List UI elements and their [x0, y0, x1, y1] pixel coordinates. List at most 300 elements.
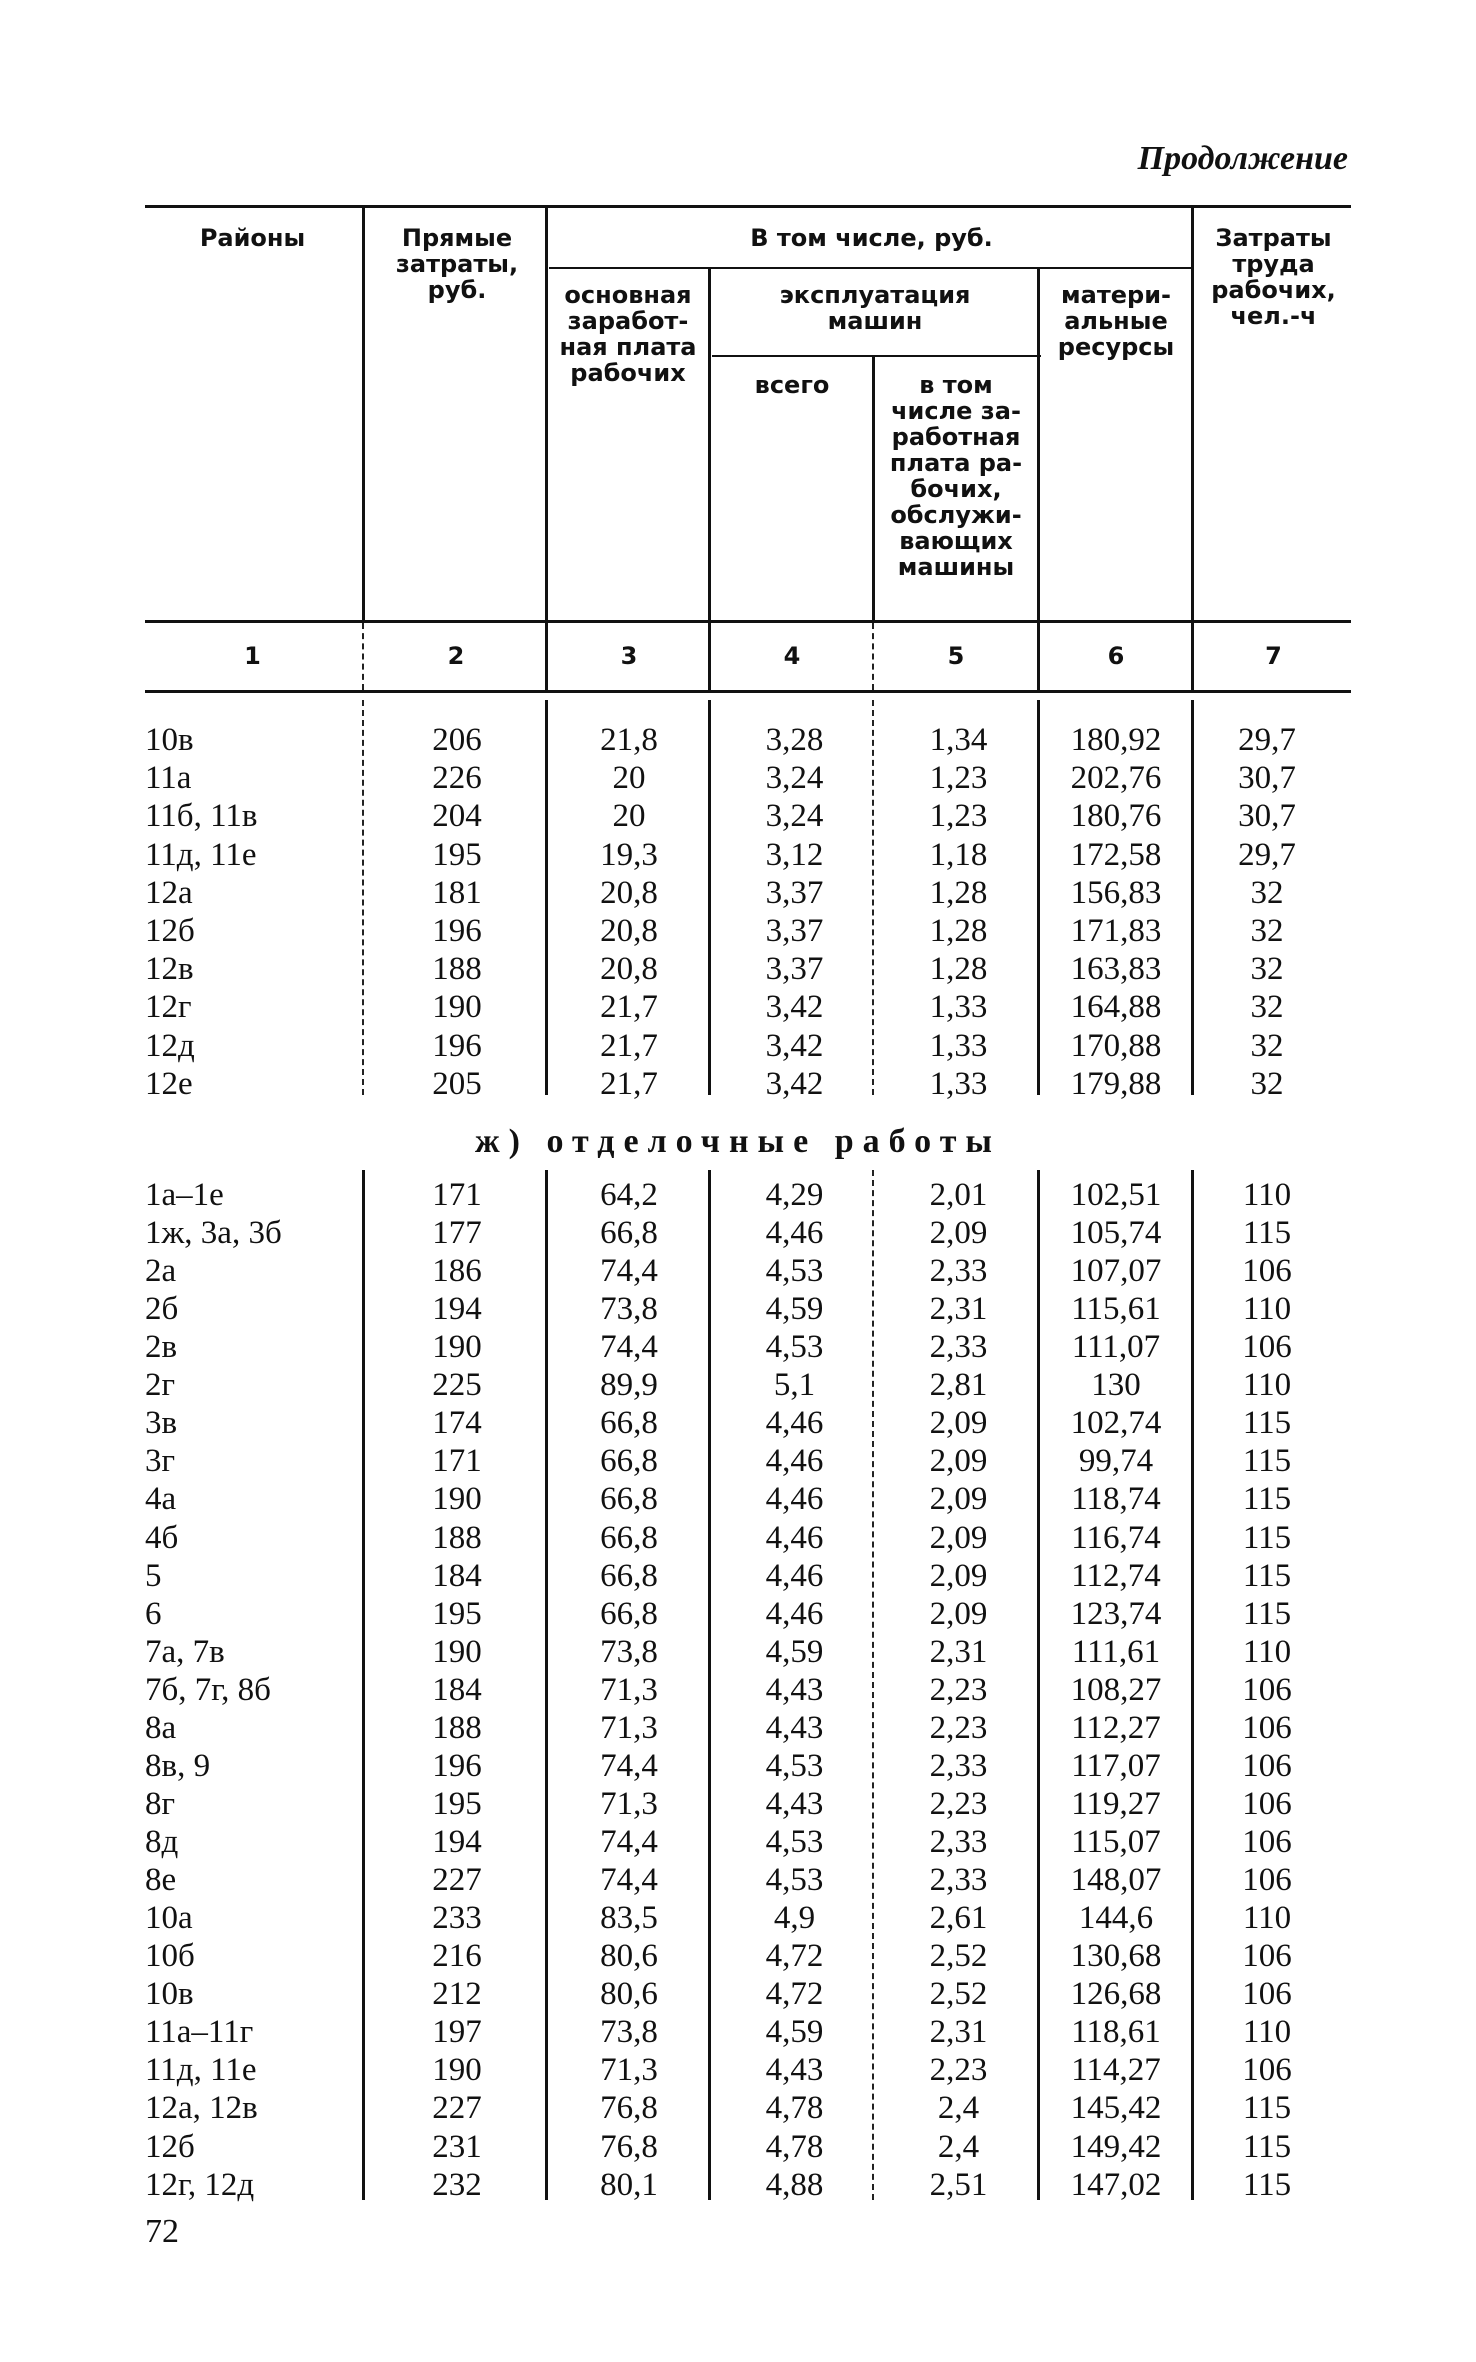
value-cell: 66,8	[600, 1481, 658, 1518]
value-cell: 180,92	[1070, 722, 1162, 758]
value-cell: 115,07	[1071, 1824, 1161, 1861]
value-cell: 106	[1242, 1671, 1292, 1708]
value-cell: 170,88	[1070, 1027, 1162, 1064]
value-cell: 205	[432, 1065, 482, 1102]
value-cell: 4,43	[765, 1671, 824, 1708]
table-row	[0, 1937, 1476, 1975]
value-cell: 29,7	[1238, 836, 1296, 873]
value-cell: 106	[1242, 1824, 1292, 1861]
value-cell: 2,31	[929, 1633, 988, 1670]
value-cell: 76,8	[600, 2090, 658, 2127]
value-cell: 130,68	[1070, 1938, 1162, 1975]
value-cell: 83,5	[600, 1900, 658, 1937]
value-cell: 4,53	[765, 1862, 824, 1899]
value-cell: 32	[1250, 874, 1284, 911]
value-cell: 2,52	[929, 1938, 988, 1975]
table-row	[0, 1633, 1476, 1671]
value-cell: 212	[432, 1976, 482, 2013]
value-cell: 196	[432, 913, 482, 949]
value-cell: 3,37	[765, 951, 824, 988]
group-rule	[549, 267, 1194, 269]
value-cell: 74,4	[600, 1747, 658, 1784]
value-cell: 3,37	[765, 913, 824, 949]
value-cell: 172,58	[1070, 836, 1162, 873]
value-cell: 106	[1242, 1862, 1292, 1899]
value-cell: 2,33	[929, 1824, 988, 1861]
value-cell: 4,43	[765, 2052, 824, 2089]
table-row	[0, 1442, 1476, 1480]
value-cell: 102,74	[1070, 1405, 1162, 1442]
region-cell: 7б, 7г, 8б	[145, 1671, 271, 1708]
value-cell: 181	[432, 874, 482, 911]
value-cell: 4,46	[765, 1215, 824, 1252]
region-cell: 12а	[145, 874, 193, 911]
value-cell: 32	[1250, 951, 1284, 988]
region-cell: 8в, 9	[145, 1747, 211, 1784]
region-cell: 12е	[145, 1065, 193, 1102]
value-cell: 2,09	[929, 1557, 988, 1594]
header-col1: Районы	[199, 224, 306, 252]
value-cell: 115	[1242, 1557, 1292, 1594]
table-row	[0, 1671, 1476, 1709]
value-cell: 4,72	[765, 1938, 824, 1975]
value-cell: 119,27	[1071, 1785, 1161, 1822]
value-cell: 4,59	[765, 1633, 824, 1670]
value-cell: 3,42	[765, 989, 824, 1026]
region-cell: 10а	[145, 1900, 193, 1937]
value-cell: 2,4	[937, 2090, 980, 2127]
value-cell: 71,3	[600, 1709, 658, 1746]
value-cell: 20	[612, 798, 646, 835]
value-cell: 194	[432, 1824, 482, 1861]
value-cell: 30,7	[1238, 760, 1296, 797]
value-cell: 2,23	[929, 2052, 988, 2089]
region-cell: 12б	[145, 913, 195, 949]
value-cell: 225	[432, 1367, 482, 1404]
value-cell: 4,78	[765, 2090, 824, 2127]
value-cell: 20,8	[600, 951, 658, 988]
table-row	[0, 2051, 1476, 2089]
value-cell: 32	[1250, 1027, 1284, 1064]
column-number: 2	[447, 642, 465, 670]
value-cell: 227	[432, 1862, 482, 1899]
value-cell: 149,42	[1070, 2128, 1162, 2165]
value-cell: 226	[432, 760, 482, 797]
value-cell: 19,3	[600, 836, 658, 873]
value-cell: 74,4	[600, 1329, 658, 1366]
column-number: 1	[244, 642, 261, 670]
value-cell: 32	[1250, 913, 1284, 949]
value-cell: 20,8	[600, 874, 658, 911]
value-cell: 66,8	[600, 1215, 658, 1252]
value-cell: 1,28	[929, 913, 988, 949]
table-row	[0, 1975, 1476, 2013]
value-cell: 115	[1242, 1215, 1292, 1252]
table-row	[0, 1747, 1476, 1785]
value-cell: 1,33	[929, 989, 988, 1026]
value-cell: 216	[432, 1938, 482, 1975]
value-cell: 171	[432, 1177, 482, 1213]
value-cell: 32	[1250, 1065, 1284, 1102]
value-cell: 3,28	[765, 722, 824, 758]
table-row	[0, 759, 1476, 797]
value-cell: 147,02	[1070, 2166, 1162, 2203]
value-cell: 115	[1242, 1443, 1292, 1480]
value-cell: 202,76	[1070, 760, 1162, 797]
table-row	[0, 874, 1476, 912]
value-cell: 2,09	[929, 1215, 988, 1252]
region-cell: 10в	[145, 1976, 194, 2013]
region-cell: 12в	[145, 951, 194, 988]
table-row	[0, 2089, 1476, 2127]
value-cell: 2,61	[929, 1900, 988, 1937]
table-row	[0, 1404, 1476, 1442]
value-cell: 106	[1242, 1253, 1292, 1290]
table-row	[0, 1328, 1476, 1366]
table-row	[0, 1823, 1476, 1861]
value-cell: 4,43	[765, 1785, 824, 1822]
value-cell: 2,23	[929, 1785, 988, 1822]
value-cell: 174	[432, 1405, 482, 1442]
value-cell: 74,4	[600, 1253, 658, 1290]
region-cell: 12д	[145, 1027, 195, 1064]
value-cell: 206	[432, 722, 482, 758]
value-cell: 4,72	[765, 1976, 824, 2013]
value-cell: 21,8	[600, 722, 658, 758]
value-cell: 195	[432, 1785, 482, 1822]
value-cell: 110	[1242, 1291, 1292, 1328]
value-cell: 106	[1242, 1709, 1292, 1746]
value-cell: 3,24	[765, 760, 824, 797]
value-cell: 64,2	[600, 1177, 658, 1213]
value-cell: 115	[1242, 1481, 1292, 1518]
value-cell: 107,07	[1070, 1253, 1162, 1290]
value-cell: 2,4	[937, 2128, 980, 2165]
colnum-divider	[362, 623, 364, 690]
value-cell: 4,78	[765, 2128, 824, 2165]
header-col2: Прямые затраты, руб.	[395, 224, 519, 304]
column-number: 3	[620, 642, 638, 670]
table-row	[0, 1480, 1476, 1518]
value-cell: 106	[1242, 1938, 1292, 1975]
table-row	[0, 1595, 1476, 1633]
value-cell: 2,33	[929, 1747, 988, 1784]
value-cell: 4,53	[765, 1329, 824, 1366]
value-cell: 112,74	[1071, 1557, 1161, 1594]
value-cell: 188	[432, 1519, 482, 1556]
table-row	[0, 1709, 1476, 1747]
value-cell: 4,53	[765, 1747, 824, 1784]
value-cell: 80,6	[600, 1976, 658, 2013]
header-col7: Затраты труда рабочих, чел.-ч	[1211, 224, 1336, 330]
value-cell: 232	[432, 2166, 482, 2203]
region-cell: 8г	[145, 1785, 176, 1822]
value-cell: 76,8	[600, 2128, 658, 2165]
value-cell: 114,27	[1071, 2052, 1161, 2089]
value-cell: 1,23	[929, 760, 988, 797]
value-cell: 2,33	[929, 1329, 988, 1366]
colnum-divider	[872, 623, 874, 690]
region-cell: 3в	[145, 1405, 178, 1442]
region-cell: 10в	[145, 722, 194, 758]
column-number: 5	[947, 642, 965, 670]
table-row	[0, 797, 1476, 835]
value-cell: 115	[1242, 2128, 1292, 2165]
header-col4: всего	[754, 371, 830, 399]
value-cell: 110	[1242, 1633, 1292, 1670]
column-number: 4	[783, 642, 801, 670]
value-cell: 66,8	[600, 1519, 658, 1556]
table-row	[0, 2166, 1476, 2204]
value-cell: 2,01	[929, 1177, 988, 1213]
region-cell: 12б	[145, 2128, 195, 2165]
machines-rule	[712, 355, 1041, 357]
value-cell: 195	[432, 836, 482, 873]
colnum-divider	[1191, 623, 1194, 690]
value-cell: 184	[432, 1671, 482, 1708]
table-row	[0, 950, 1476, 988]
region-cell: 8д	[145, 1824, 179, 1861]
value-cell: 4,88	[765, 2166, 824, 2203]
value-cell: 71,3	[600, 1785, 658, 1822]
value-cell: 123,74	[1070, 1595, 1162, 1632]
value-cell: 4,29	[765, 1177, 824, 1213]
header-divider	[872, 355, 875, 623]
value-cell: 115	[1242, 1595, 1292, 1632]
value-cell: 118,61	[1071, 2014, 1161, 2051]
region-cell: 11д, 11е	[145, 836, 257, 873]
value-cell: 108,27	[1070, 1671, 1162, 1708]
value-cell: 145,42	[1070, 2090, 1162, 2127]
value-cell: 4,59	[765, 2014, 824, 2051]
table-row	[0, 1519, 1476, 1557]
region-cell: 5	[145, 1557, 162, 1594]
header-divider	[362, 205, 365, 623]
value-cell: 20	[612, 760, 646, 797]
value-cell: 66,8	[600, 1443, 658, 1480]
region-cell: 10б	[145, 1938, 195, 1975]
value-cell: 106	[1242, 1785, 1292, 1822]
region-cell: 4а	[145, 1481, 177, 1518]
value-cell: 197	[432, 2014, 482, 2051]
region-cell: 1а–1е	[145, 1177, 224, 1213]
region-cell: 4б	[145, 1519, 179, 1556]
value-cell: 106	[1242, 2052, 1292, 2089]
region-cell: 6	[145, 1595, 162, 1632]
value-cell: 163,83	[1070, 951, 1162, 988]
value-cell: 32	[1250, 989, 1284, 1026]
column-number: 7	[1265, 642, 1282, 670]
value-cell: 118,74	[1071, 1481, 1161, 1518]
value-cell: 2,09	[929, 1595, 988, 1632]
value-cell: 102,51	[1070, 1177, 1162, 1213]
value-cell: 156,83	[1070, 874, 1162, 911]
value-cell: 4,46	[765, 1481, 824, 1518]
value-cell: 3,37	[765, 874, 824, 911]
table-row	[0, 1366, 1476, 1404]
value-cell: 4,46	[765, 1519, 824, 1556]
value-cell: 2,23	[929, 1671, 988, 1708]
value-cell: 110	[1242, 1900, 1292, 1937]
region-cell: 12г	[145, 989, 192, 1026]
value-cell: 5,1	[773, 1367, 816, 1404]
colnum-divider	[1037, 623, 1040, 690]
value-cell: 186	[432, 1253, 482, 1290]
value-cell: 4,46	[765, 1595, 824, 1632]
value-cell: 112,27	[1071, 1709, 1161, 1746]
region-cell: 8а	[145, 1709, 177, 1746]
value-cell: 110	[1242, 1367, 1292, 1404]
value-cell: 21,7	[600, 1065, 658, 1102]
region-cell: 11б, 11в	[145, 798, 258, 835]
table-row	[0, 1785, 1476, 1823]
value-cell: 106	[1242, 1329, 1292, 1366]
value-cell: 1,23	[929, 798, 988, 835]
value-cell: 74,4	[600, 1862, 658, 1899]
value-cell: 3,12	[765, 836, 824, 873]
value-cell: 180,76	[1070, 798, 1162, 835]
value-cell: 1,18	[929, 836, 988, 873]
value-cell: 73,8	[600, 2014, 658, 2051]
value-cell: 188	[432, 951, 482, 988]
value-cell: 2,09	[929, 1405, 988, 1442]
value-cell: 190	[432, 989, 482, 1026]
value-cell: 4,46	[765, 1443, 824, 1480]
value-cell: 179,88	[1070, 1065, 1162, 1102]
region-cell: 2б	[145, 1291, 179, 1328]
value-cell: 80,6	[600, 1938, 658, 1975]
table-top-rule	[145, 205, 1351, 208]
value-cell: 190	[432, 1633, 482, 1670]
value-cell: 2,51	[929, 2166, 988, 2203]
value-cell: 110	[1242, 2014, 1292, 2051]
region-cell: 2г	[145, 1367, 176, 1404]
value-cell: 4,9	[773, 1900, 816, 1937]
value-cell: 2,09	[929, 1519, 988, 1556]
value-cell: 2,81	[929, 1367, 988, 1404]
header-divider	[545, 205, 548, 623]
value-cell: 196	[432, 1747, 482, 1784]
value-cell: 130	[1091, 1367, 1141, 1404]
value-cell: 184	[432, 1557, 482, 1594]
value-cell: 4,59	[765, 1291, 824, 1328]
value-cell: 4,46	[765, 1405, 824, 1442]
value-cell: 4,46	[765, 1557, 824, 1594]
value-cell: 29,7	[1238, 722, 1296, 758]
section-title: ж) отделочные работы	[475, 1123, 1001, 1160]
value-cell: 196	[432, 1027, 482, 1064]
value-cell: 171	[432, 1443, 482, 1480]
value-cell: 2,31	[929, 1291, 988, 1328]
header-col3: основная заработ- ная плата рабочих	[559, 281, 697, 387]
table-row	[0, 1899, 1476, 1937]
value-cell: 105,74	[1070, 1215, 1162, 1252]
continuation-label: Продолжение	[1137, 140, 1348, 177]
header-col5: в том числе за- работная плата ра- бочих, обслужи- вающих машины	[889, 371, 1023, 581]
value-cell: 71,3	[600, 2052, 658, 2089]
value-cell: 233	[432, 1900, 482, 1937]
value-cell: 126,68	[1070, 1976, 1162, 2013]
value-cell: 1,33	[929, 1065, 988, 1102]
region-cell: 2в	[145, 1329, 178, 1366]
value-cell: 71,3	[600, 1671, 658, 1708]
region-cell: 11а	[145, 760, 192, 797]
value-cell: 73,8	[600, 1291, 658, 1328]
value-cell: 21,7	[600, 1027, 658, 1064]
value-cell: 89,9	[600, 1367, 658, 1404]
value-cell: 1,28	[929, 874, 988, 911]
value-cell: 190	[432, 1481, 482, 1518]
table-row	[0, 1065, 1476, 1103]
column-number: 6	[1107, 642, 1125, 670]
header-group-machines: эксплуатация машин	[779, 281, 971, 335]
value-cell: 195	[432, 1595, 482, 1632]
header-col6: матери- альные ресурсы	[1057, 281, 1175, 361]
value-cell: 111,61	[1071, 1633, 1161, 1670]
header-divider	[708, 267, 711, 623]
value-cell: 1,34	[929, 722, 988, 758]
table-row	[0, 1176, 1476, 1214]
table-row	[0, 2013, 1476, 2051]
value-cell: 2,09	[929, 1481, 988, 1518]
table-row	[0, 1027, 1476, 1065]
value-cell: 117,07	[1071, 1747, 1161, 1784]
value-cell: 2,31	[929, 2014, 988, 2051]
value-cell: 2,33	[929, 1253, 988, 1290]
table-row	[0, 1290, 1476, 1328]
value-cell: 148,07	[1070, 1862, 1162, 1899]
value-cell: 227	[432, 2090, 482, 2127]
table-row	[0, 1252, 1476, 1290]
region-cell: 12а, 12в	[145, 2090, 258, 2127]
value-cell: 66,8	[600, 1595, 658, 1632]
value-cell: 190	[432, 2052, 482, 2089]
region-cell: 1ж, 3а, 3б	[145, 1215, 282, 1252]
region-cell: 12г, 12д	[145, 2166, 255, 2203]
header-divider	[1191, 205, 1194, 623]
value-cell: 106	[1242, 1976, 1292, 2013]
table-row	[0, 2128, 1476, 2166]
value-cell: 4,53	[765, 1253, 824, 1290]
table-row	[0, 1557, 1476, 1595]
value-cell: 194	[432, 1291, 482, 1328]
value-cell: 66,8	[600, 1405, 658, 1442]
value-cell: 2,33	[929, 1862, 988, 1899]
header-divider	[1037, 267, 1040, 623]
value-cell: 4,43	[765, 1709, 824, 1746]
table-row	[0, 836, 1476, 874]
colnum-bottom-rule	[145, 690, 1351, 693]
value-cell: 3,24	[765, 798, 824, 835]
value-cell: 99,74	[1078, 1443, 1154, 1480]
header-group: В том числе, руб.	[750, 224, 993, 252]
value-cell: 177	[432, 1215, 482, 1252]
value-cell: 74,4	[600, 1824, 658, 1861]
region-cell: 8е	[145, 1862, 177, 1899]
value-cell: 21,7	[600, 989, 658, 1026]
value-cell: 20,8	[600, 913, 658, 949]
value-cell: 115	[1242, 2166, 1292, 2203]
value-cell: 2,52	[929, 1976, 988, 2013]
value-cell: 73,8	[600, 1633, 658, 1670]
value-cell: 66,8	[600, 1557, 658, 1594]
value-cell: 115	[1242, 2090, 1292, 2127]
table-row	[0, 1861, 1476, 1899]
header-bottom-rule	[145, 620, 1351, 623]
value-cell: 116,74	[1071, 1519, 1161, 1556]
value-cell: 2,23	[929, 1709, 988, 1746]
value-cell: 144,6	[1078, 1900, 1154, 1937]
